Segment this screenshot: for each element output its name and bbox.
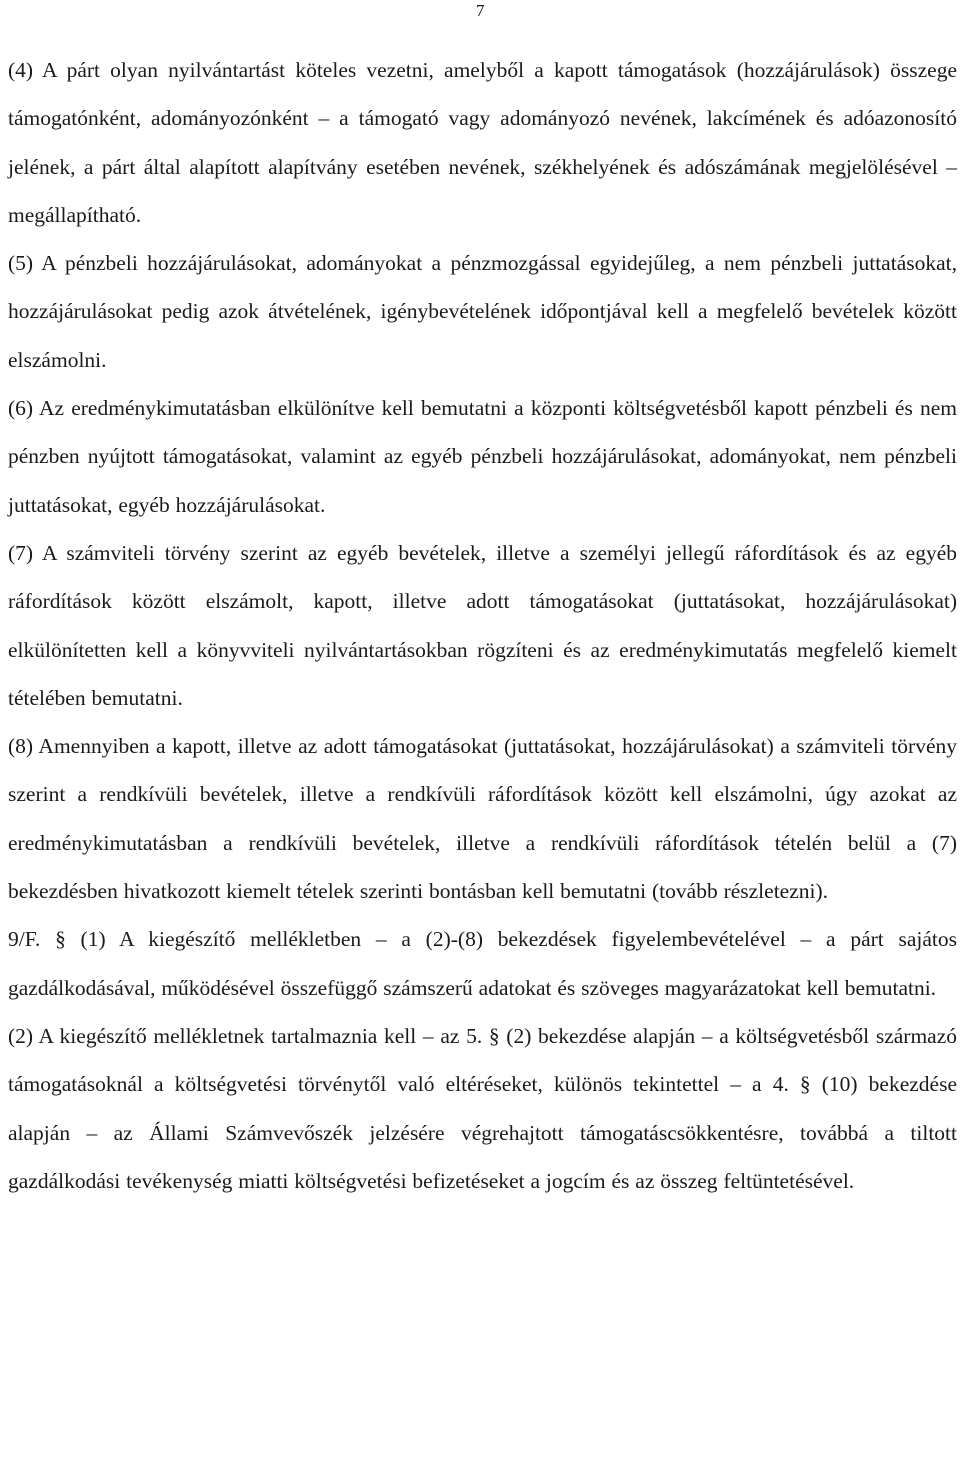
section-9f-paragraph-1: 9/F. § (1) A kiegészítő mellékletben – a (2)-(8) bekezdések figyelembevételével – a párt sajátos gazdálkodásával, működésével összefüggő számszerű adatokat és szöveges magyarázatokat kell bemutatni. xyxy=(8,927,957,1000)
paragraph-4: (4) A párt olyan nyilvántartást köteles vezetni, amelyből a kapott támogatások (hozzájárulások) összege támogatónként, adományozónként – a támogató vagy adományozó nevének, lakcímének és adóazonosító jelének, a párt által alapított alapítvány esetében nevének, székhelyének és adószámának megjelölésével – megállapítható. xyxy=(8,58,957,227)
paragraph-5: (5) A pénzbeli hozzájárulásokat, adományokat a pénzmozgással egyidejűleg, a nem pénzbeli juttatásokat, hozzájárulásokat pedig azok átvételének, igénybevételének időpontjával kell a megfelelő bevételek között elszámolni. xyxy=(8,251,957,372)
paragraph-8: (8) Amennyiben a kapott, illetve az adott támogatásokat (juttatásokat, hozzájárulásokat) a számviteli törvény szerint a rendkívüli bevételek, illetve a rendkívüli ráfordítások között kell elszámolni, úgy azokat az eredménykimutatásban a rendkívüli bevételek, illetve a rendkívüli ráfordítások tételén belül a (7) bekezdésben hivatkozott kiemelt tételek szerinti bontásban kell bemutatni (tovább részletezni). xyxy=(8,734,957,904)
paragraph-6: (6) Az eredménykimutatásban elkülönítve kell bemutatni a központi költségvetésből kapott pénzbeli és nem pénzben nyújtott támogatásokat, valamint az egyéb pénzbeli hozzájárulásokat, adományokat, nem pénzbeli juttatásokat, egyéb hozzájárulásokat. xyxy=(8,396,957,517)
page-number: 7 xyxy=(476,1,485,20)
paragraph-7: (7) A számviteli törvény szerint az egyéb bevételek, illetve a személyi jellegű ráfordítások és az egyéb ráfordítások között elszámolt, kapott, illetve adott támogatásokat (juttatásokat, hozzájárulásokat) elkülönítetten kell a könyvviteli nyilvántartásokban rögzíteni és az eredménykimutatás megfelelő kiemelt tételében bemutatni. xyxy=(8,540,957,710)
document-body xyxy=(8,46,957,1205)
section-9f-paragraph-2: (2) A kiegészítő mellékletnek tartalmaznia kell – az 5. § (2) bekezdése alapján – a költségvetésből származó támogatásoknál a költségvetési törvénytől való eltéréseket, különös tekintettel – a 4. § (10) bekezdése alapján – az Állami Számvevőszék jelzésére végrehajtott támogatáscsökkentésre, továbbá a tiltott gazdálkodási tevékenység miatti költségvetési befizetéseket a jogcím és az összeg feltüntetésével. xyxy=(8,1023,957,1193)
